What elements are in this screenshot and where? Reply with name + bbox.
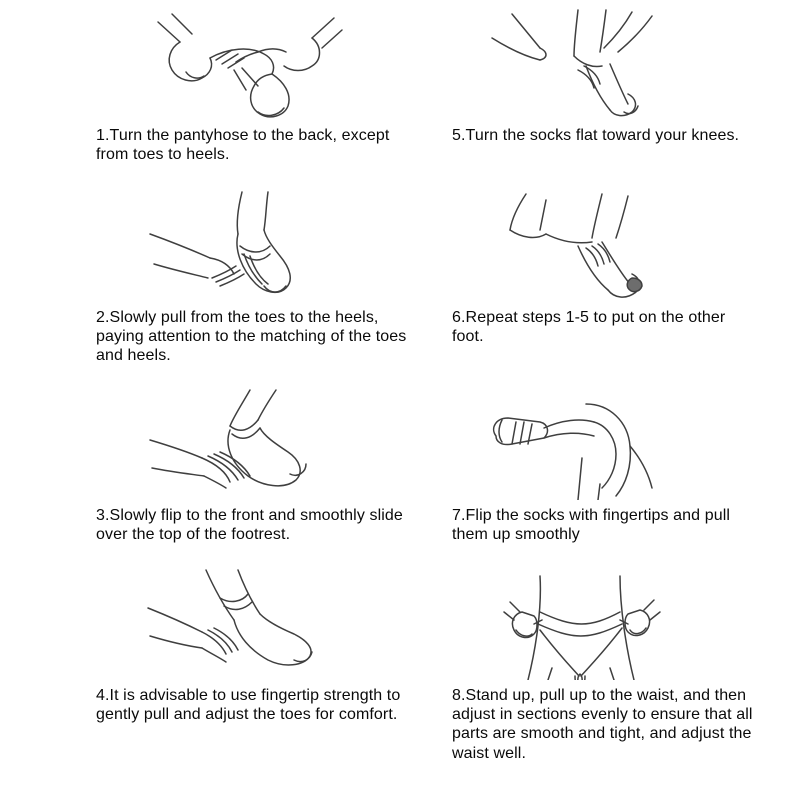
step-8 bbox=[400, 566, 800, 800]
step-5-illustration bbox=[452, 8, 712, 120]
step-1 bbox=[0, 6, 400, 188]
step-2-caption: 2.Slowly pull from the toes to the heels, paying attention to the matching of the toes and heels. bbox=[96, 309, 407, 365]
step-2 bbox=[0, 188, 407, 386]
step-8-caption: 8.Stand up, pull up to the waist, and then adjust in sections evenly to ensure that all parts are smooth and tight, and adjust the waist well. bbox=[452, 687, 753, 762]
step-6 bbox=[400, 188, 800, 386]
step-7 bbox=[400, 386, 800, 566]
step-3-caption: 3.Slowly flip to the front and smoothly slide over the top of the footrest. bbox=[96, 507, 403, 544]
pulling-sock-toward-knee-icon bbox=[482, 8, 682, 120]
step-7-illustration bbox=[452, 388, 712, 500]
step-5-caption: 5.Turn the socks flat toward your knees. bbox=[452, 127, 740, 144]
step-4-illustration bbox=[96, 568, 396, 680]
step-8-illustration bbox=[452, 568, 712, 680]
step-6-illustration bbox=[452, 190, 712, 302]
step-4 bbox=[0, 566, 400, 800]
step-6-caption: 6.Repeat steps 1-5 to put on the other foot. bbox=[452, 309, 726, 346]
hands-turning-pantyhose-icon bbox=[146, 8, 346, 120]
step-3-illustration bbox=[96, 388, 396, 500]
step-5 bbox=[400, 6, 800, 188]
hand-sliding-sock-over-instep-icon bbox=[146, 388, 346, 500]
fingertips-adjusting-toes-icon bbox=[146, 568, 346, 680]
step-3 bbox=[0, 386, 403, 566]
pulling-waistband-up-icon bbox=[482, 568, 682, 680]
step-4-caption: 4.It is advisable to use fingertip strength to gently pull and adjust the toes for comfort. bbox=[96, 687, 401, 724]
step-1-illustration bbox=[96, 8, 396, 120]
hands-pulling-sock-on-foot-icon bbox=[146, 190, 346, 302]
step-2-illustration bbox=[96, 190, 396, 302]
dressing-other-foot-icon bbox=[482, 190, 682, 302]
step-7-caption: 7.Flip the socks with fingertips and pull them up smoothly bbox=[452, 507, 731, 544]
step-1-caption: 1.Turn the pantyhose to the back, except from toes to heels. bbox=[96, 127, 390, 164]
flipping-sock-up-thigh-icon bbox=[482, 388, 682, 500]
